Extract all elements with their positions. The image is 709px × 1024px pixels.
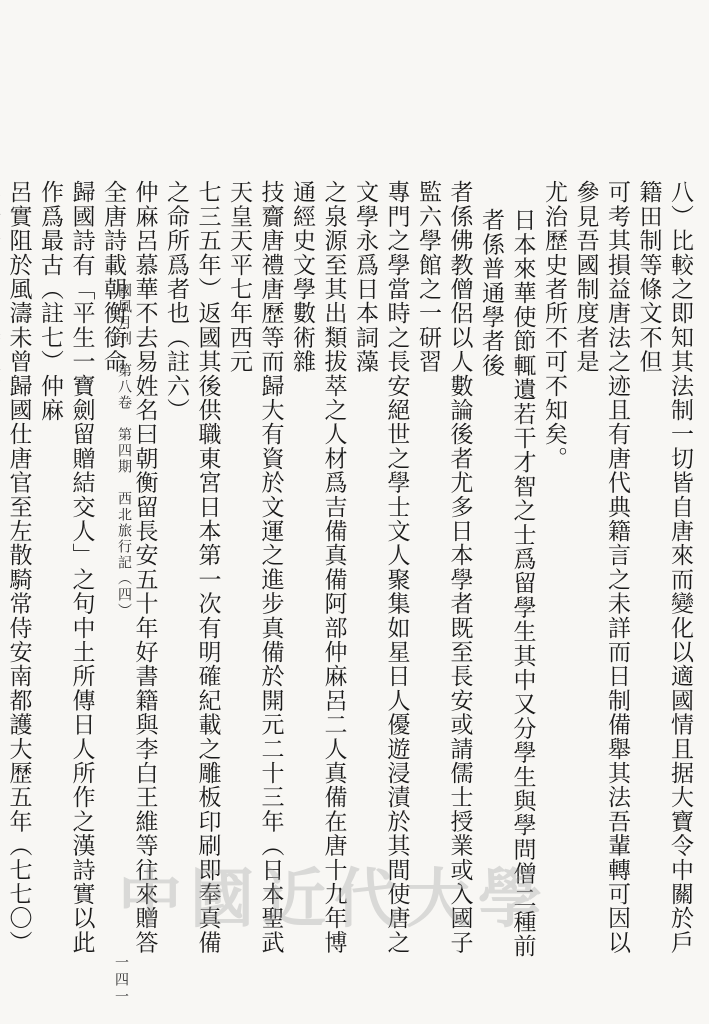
text-column: 技齎唐禮唐歷等而歸大有資於文運之進步真備於開元二十三年（日本聖武天皇天平七年西元 — [226, 180, 284, 955]
text-column: 歸國詩有「平生一寶劍留贈結交人」之句中土所傳日人所作之漢詩實以此作爲最古（註七）仲麻 — [37, 180, 95, 955]
text-column: 者係佛教僧侶以人數論後者尤多日本學者既至長安或請儒士授業或入國子監六學館之一研習 — [415, 180, 473, 955]
text-column: 八）比較之即知其法制一切皆自唐來而變化以適國情且据大寶令中關於戶籍田制等條文不但 — [635, 180, 693, 955]
watermark: 中國近代大學 — [118, 863, 550, 937]
page-number: 一四一 — [113, 955, 129, 1006]
text-column: 日本來華使節輒遺若干才智之士爲留學生其中又分學生與學問僧二種前者係普通學者後 — [478, 207, 536, 958]
running-head: 國風月刊 第八卷 第四期 西北旅行記（四） — [116, 283, 132, 619]
text-column: 專門之學當時之長安絕世之學士文人聚集如星日人優遊浸漬於其間使唐之文學永爲日本詞藻 — [352, 180, 410, 955]
text-column: 之泉源至其出類拔萃之人材爲吉備真備阿部仲麻呂二人真備在唐十九年博通經史文學數術雜 — [289, 180, 347, 955]
text-column: 尤治歷史者所不可不知矣。 — [541, 180, 567, 471]
text-column: 仲麻呂慕華不去易姓名曰朝衡留長安五十年好書籍與李白王維等往來贈答全唐詩載朝衡銜命 — [100, 180, 158, 955]
text-column: 七三五年）返國其後供職東宮日本第一次有明確紀載之雕板印刷即奉真備之命所爲者也（註六） — [163, 180, 221, 955]
text-column: 可考其損益唐法之迹且有唐代典籍言之未詳而日制備舉其法吾輩轉可因以參見吾國制度者是 — [572, 180, 630, 955]
text-column: 呂實阻於風濤未曾歸國仕唐官至左散騎常侍安南都護大歷五年（七七〇） — [5, 180, 32, 955]
